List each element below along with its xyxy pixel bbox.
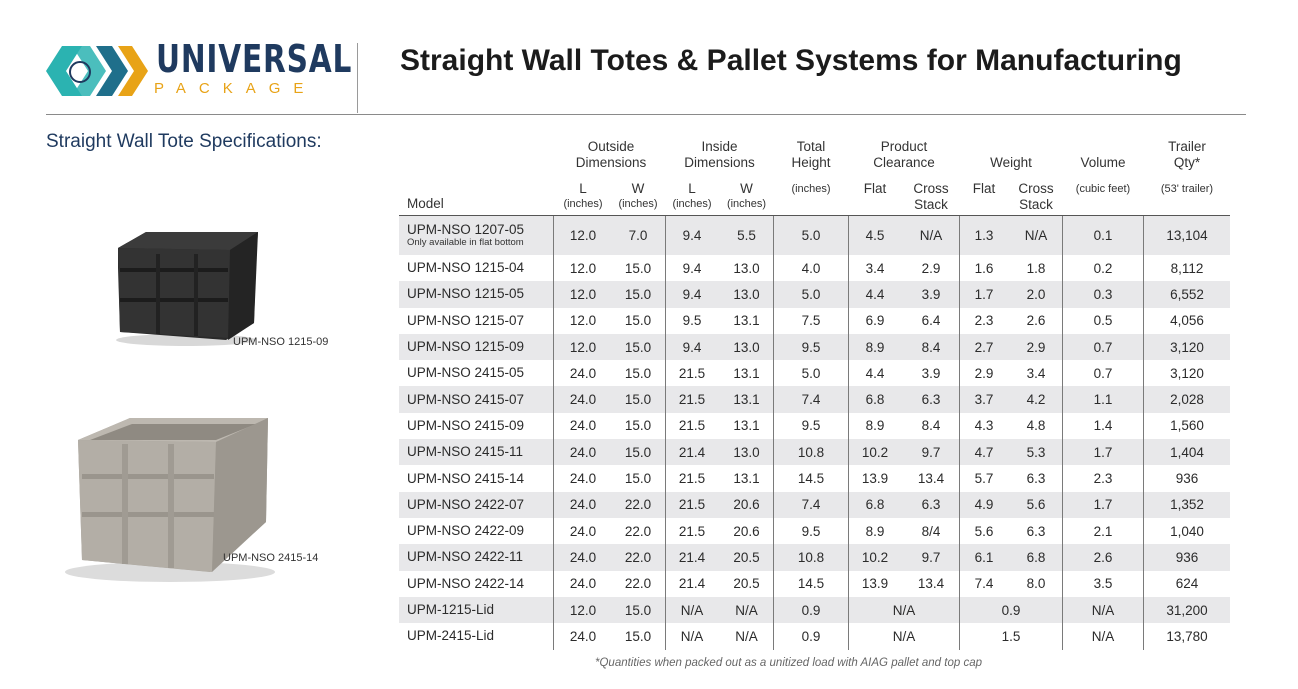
cell-model [399,308,561,334]
tote-black-image [106,228,266,346]
cell-flat: 8.9 [865,339,885,355]
cell-flat: 8.9 [865,418,885,434]
cell-h: 10.8 [797,444,825,460]
cell-ol: 12.0 [569,339,597,355]
cell-flat: 6.8 [865,392,885,408]
cell-clearance-merged: N/A [892,628,916,644]
header-inside-dimensions: Inside Dimensions [684,139,755,170]
cell-iw: N/A [735,628,758,644]
header-total-height: Total Height [791,139,831,170]
cell-iw: 13.1 [733,365,760,381]
cell-il: 9.4 [682,228,702,243]
table-row [399,439,1230,465]
cell-ow: 7.0 [628,228,648,243]
cell-ol: 24.0 [569,628,597,644]
cell-iw: 13.1 [733,392,760,408]
cell-flat: 4.4 [865,365,885,381]
cell-wcross: 6.3 [1026,471,1046,487]
cell-cross: 8.4 [921,418,941,434]
header-outside-dimensions: Outside Dimensions [575,139,647,170]
cell-qty: 13,104 [1166,228,1208,243]
cell-h: 5.0 [801,286,821,302]
cell-wcross: 5.3 [1026,444,1046,460]
cell-wflat: 4.9 [974,497,994,513]
cell-model [399,255,561,281]
cell-ow: 15.0 [624,418,652,434]
section-title: Straight Wall Tote Specifications: [46,131,322,152]
cell-h: 9.5 [801,523,821,539]
subheader-outside-l: L (inches) [563,181,603,210]
cell-iw: 13.0 [733,444,760,460]
cell-ow: 15.0 [624,471,652,487]
table-row [399,360,1230,386]
image-caption-1: UPM-NSO 1215-09 [233,336,329,348]
logo-chevrons-icon [46,42,150,100]
cell-vol: 0.7 [1093,339,1113,355]
cell-il: 21.5 [678,523,706,539]
cell-ol: 24.0 [569,549,597,565]
cell-cross: 6.3 [921,392,941,408]
cell-il: 21.5 [678,365,706,381]
table-row [399,255,1230,281]
cell-vol: 1.1 [1093,392,1113,408]
cell-qty: 13,780 [1166,628,1208,644]
cell-h: 7.5 [801,313,821,329]
model-name: UPM-NSO 1215-09 [407,339,525,355]
cell-weight-merged: 1.5 [1001,628,1021,644]
column-divider [1062,216,1063,650]
cell-flat: 10.2 [861,444,889,460]
cell-ol: 12.0 [569,228,597,243]
cell-ol: 24.0 [569,576,597,592]
cell-vol: 0.3 [1093,286,1113,302]
cell-qty: 2,028 [1170,392,1204,408]
cell-qty: 1,560 [1170,418,1204,434]
cell-ow: 15.0 [624,628,652,644]
table-row [399,413,1230,439]
model-name: UPM-NSO 1215-07 [407,312,525,328]
cell-h: 14.5 [797,576,825,592]
cell-flat: 6.9 [865,313,885,329]
table-row [399,334,1230,360]
cell-h: 10.8 [797,549,825,565]
cell-iw: 13.0 [733,286,760,302]
cell-vol: 0.1 [1093,228,1113,243]
cell-iw: 20.6 [733,523,760,539]
cell-model [399,518,561,544]
column-divider [665,216,666,650]
brand-subtitle: PACKAGE [154,80,317,97]
cell-vol: 0.7 [1093,365,1113,381]
cell-ol: 24.0 [569,471,597,487]
cell-wflat: 2.9 [974,365,994,381]
table-row [399,623,1230,649]
cell-qty: 624 [1175,576,1199,592]
model-name: UPM-NSO 2422-09 [407,523,525,539]
header-divider [46,114,1246,115]
cell-vol: 2.1 [1093,523,1113,539]
cell-il: 21.5 [678,418,706,434]
cell-qty: 1,040 [1170,523,1204,539]
cell-wflat: 2.7 [974,339,994,355]
cell-vol: 0.5 [1093,313,1113,329]
subheader-weight-flat: Flat [972,181,996,196]
column-divider [773,216,774,650]
table-row [399,518,1230,544]
cell-model [399,465,561,491]
cell-il: 21.4 [678,576,706,592]
cell-wcross: 2.9 [1026,339,1046,355]
cell-ol: 24.0 [569,497,597,513]
cell-h: 7.4 [801,392,821,408]
subheader-clearance-cross: Cross Stack [913,181,949,212]
model-name: UPM-NSO 2415-05 [407,365,525,381]
cell-vol: 0.2 [1093,260,1113,276]
model-name: UPM-NSO 1207-05 [407,222,525,237]
cell-cross: 8.4 [921,339,941,355]
cell-wcross: 8.0 [1026,576,1046,592]
universal-package-logo [46,37,353,102]
cell-qty: 3,120 [1170,339,1204,355]
cell-model [399,597,561,623]
page-title: Straight Wall Totes & Pallet Systems for Manufacturing [400,44,1182,77]
model-name: UPM-2415-Lid [407,628,495,644]
cell-wflat: 5.6 [974,523,994,539]
cell-ow: 15.0 [624,260,652,276]
cell-il: 21.5 [678,392,706,408]
cell-qty: 936 [1175,471,1199,487]
cell-vol: 1.4 [1093,418,1113,434]
cell-flat: 4.5 [865,228,885,243]
cell-clearance-merged: N/A [892,602,916,618]
cell-wflat: 4.3 [974,418,994,434]
cell-ow: 15.0 [624,444,652,460]
cell-cross: 13.4 [917,576,945,592]
cell-ow: 15.0 [624,313,652,329]
cell-il: 21.5 [678,471,706,487]
cell-cross: 3.9 [921,286,941,302]
cell-cross: 2.9 [921,260,941,276]
cell-h: 4.0 [801,260,821,276]
header-product-clearance: Product Clearance [873,139,935,170]
cell-h: 7.4 [801,497,821,513]
cell-h: 9.5 [801,418,821,434]
cell-ow: 15.0 [624,286,652,302]
brand-name: UNIVERSAL [156,37,353,81]
cell-ol: 12.0 [569,602,597,618]
cell-wflat: 5.7 [974,471,994,487]
subheader-height-unit: (inches) [791,183,831,195]
image-caption-2: UPM-NSO 2415-14 [223,552,319,564]
cell-ow: 22.0 [624,576,652,592]
model-name: UPM-NSO 2415-11 [407,444,524,460]
cell-cross: 8/4 [921,523,941,539]
cell-model [399,216,561,255]
cell-ol: 24.0 [569,523,597,539]
cell-ol: 12.0 [569,260,597,276]
footnote: *Quantities when packed out as a unitized load with AIAG pallet and top cap [595,657,982,669]
cell-il: 21.5 [678,497,706,513]
cell-h: 14.5 [797,471,825,487]
cell-ow: 22.0 [624,497,652,513]
model-name: UPM-1215-Lid [407,602,495,617]
table-row [399,571,1230,597]
header-volume: Volume [1080,155,1126,170]
cell-cross: 6.4 [921,313,941,329]
header-weight: Weight [990,155,1032,170]
cell-il: 9.4 [682,260,702,276]
cell-wcross: 2.6 [1026,313,1046,329]
cell-flat: 4.4 [865,286,885,302]
cell-cross: 3.9 [921,365,941,381]
cell-model [399,623,561,649]
cell-vol: N/A [1091,628,1115,644]
cell-qty: 31,200 [1166,602,1208,618]
cell-iw: 13.0 [733,339,760,355]
cell-vol: 1.7 [1093,497,1113,513]
cell-vol: 3.5 [1093,576,1113,592]
cell-wcross: 6.8 [1026,549,1046,565]
cell-wcross: 3.4 [1026,365,1046,381]
cell-model [399,360,561,386]
cell-cross: 6.3 [921,497,941,513]
cell-ol: 12.0 [569,313,597,329]
cell-vol: 1.7 [1093,444,1113,460]
cell-iw: 20.5 [733,549,760,565]
cell-vol: 2.6 [1093,549,1113,565]
cell-vol: N/A [1091,602,1115,618]
cell-il: N/A [680,628,704,644]
cell-il: N/A [680,602,704,618]
cell-qty: 1,352 [1170,497,1204,513]
cell-ol: 24.0 [569,444,597,460]
cell-wcross: 4.2 [1026,392,1046,408]
cell-h: 5.0 [801,365,821,381]
cell-ow: 22.0 [624,523,652,539]
cell-cross: 9.7 [921,444,941,460]
cell-qty: 6,552 [1170,286,1204,302]
cell-qty: 936 [1175,549,1199,565]
header-divider-vertical [357,43,358,113]
cell-h: 0.9 [801,628,821,644]
column-divider [553,216,554,650]
header-trailer-qty: Trailer Qty* [1168,139,1206,170]
cell-il: 9.4 [682,286,702,302]
cell-il: 21.4 [678,549,706,565]
cell-il: 21.4 [678,444,706,460]
header-model: Model [407,196,444,211]
model-note: Only available in flat bottom [407,237,524,248]
cell-flat: 13.9 [861,576,889,592]
cell-iw: N/A [735,602,758,618]
cell-weight-merged: 0.9 [1001,602,1021,618]
subheader-trailer-unit: (53' trailer) [1160,183,1214,195]
model-name: UPM-NSO 1215-04 [407,260,525,276]
column-divider [848,216,849,650]
cell-model [399,439,561,465]
cell-flat: 10.2 [861,549,889,565]
cell-cross: 13.4 [917,471,945,487]
table-row [399,386,1230,412]
cell-iw: 13.1 [733,418,760,434]
subheader-inside-w: W (inches) [726,181,767,210]
table-row [399,308,1230,334]
cell-model [399,386,561,412]
table-row [399,465,1230,491]
cell-il: 9.5 [682,313,702,329]
cell-ol: 24.0 [569,392,597,408]
cell-flat: 6.8 [865,497,885,513]
column-divider [1143,216,1144,650]
cell-wflat: 2.3 [974,313,994,329]
cell-iw: 20.5 [733,576,760,592]
cell-model [399,544,561,570]
model-name: UPM-NSO 1215-05 [407,286,525,302]
cell-qty: 4,056 [1170,313,1204,329]
subheader-weight-cross: Cross Stack [1018,181,1054,212]
cell-il: 9.4 [682,339,702,355]
cell-wcross: N/A [1024,228,1048,243]
model-name: UPM-NSO 2422-07 [407,496,525,512]
cell-iw: 20.6 [733,497,760,513]
cell-h: 5.0 [801,228,821,243]
cell-model [399,281,561,307]
cell-ol: 12.0 [569,286,597,302]
model-name: UPM-NSO 2415-09 [407,417,525,433]
model-name: UPM-NSO 2415-07 [407,391,525,407]
cell-iw: 13.1 [733,471,760,487]
cell-wflat: 3.7 [974,392,994,408]
cell-flat: 8.9 [865,523,885,539]
cell-iw: 5.5 [737,228,756,243]
table-row [399,544,1230,570]
cell-model [399,571,561,597]
cell-h: 9.5 [801,339,821,355]
table-row [399,281,1230,307]
cell-ow: 15.0 [624,392,652,408]
model-name: UPM-NSO 2415-14 [407,470,525,486]
subheader-outside-w: W (inches) [618,181,658,210]
model-name: UPM-NSO 2422-11 [407,549,524,565]
cell-qty: 3,120 [1170,365,1204,381]
cell-iw: 13.1 [733,313,760,329]
cell-model [399,492,561,518]
cell-ow: 15.0 [624,602,652,618]
cell-h: 0.9 [801,602,821,618]
cell-wcross: 5.6 [1026,497,1046,513]
cell-wcross: 6.3 [1026,523,1046,539]
subheader-inside-l: L (inches) [672,181,712,210]
cell-model [399,334,561,360]
cell-wflat: 7.4 [974,576,994,592]
cell-ow: 15.0 [624,339,652,355]
subheader-volume-unit: (cubic feet) [1075,183,1131,195]
cell-iw: 13.0 [733,260,760,276]
table-row [399,492,1230,518]
cell-qty: 8,112 [1170,260,1204,276]
column-divider [959,216,960,650]
cell-ow: 15.0 [624,365,652,381]
cell-ow: 22.0 [624,549,652,565]
cell-model [399,413,561,439]
cell-wcross: 1.8 [1026,260,1046,276]
cell-wflat: 6.1 [974,549,994,565]
table-row [399,597,1230,623]
cell-ol: 24.0 [569,418,597,434]
cell-wflat: 4.7 [974,444,994,460]
cell-wcross: 2.0 [1026,286,1046,302]
cell-qty: 1,404 [1170,444,1204,460]
cell-cross: 9.7 [921,549,941,565]
cell-cross: N/A [919,228,943,243]
model-name: UPM-NSO 2422-14 [407,575,525,591]
spec-table [399,215,1230,649]
cell-wflat: 1.7 [974,286,994,302]
subheader-clearance-flat: Flat [863,181,887,196]
cell-wcross: 4.8 [1026,418,1046,434]
cell-flat: 13.9 [861,471,889,487]
cell-vol: 2.3 [1093,471,1113,487]
cell-ol: 24.0 [569,365,597,381]
table-row [399,216,1230,255]
cell-flat: 3.4 [865,260,885,276]
cell-wflat: 1.3 [974,228,994,243]
cell-wflat: 1.6 [974,260,994,276]
